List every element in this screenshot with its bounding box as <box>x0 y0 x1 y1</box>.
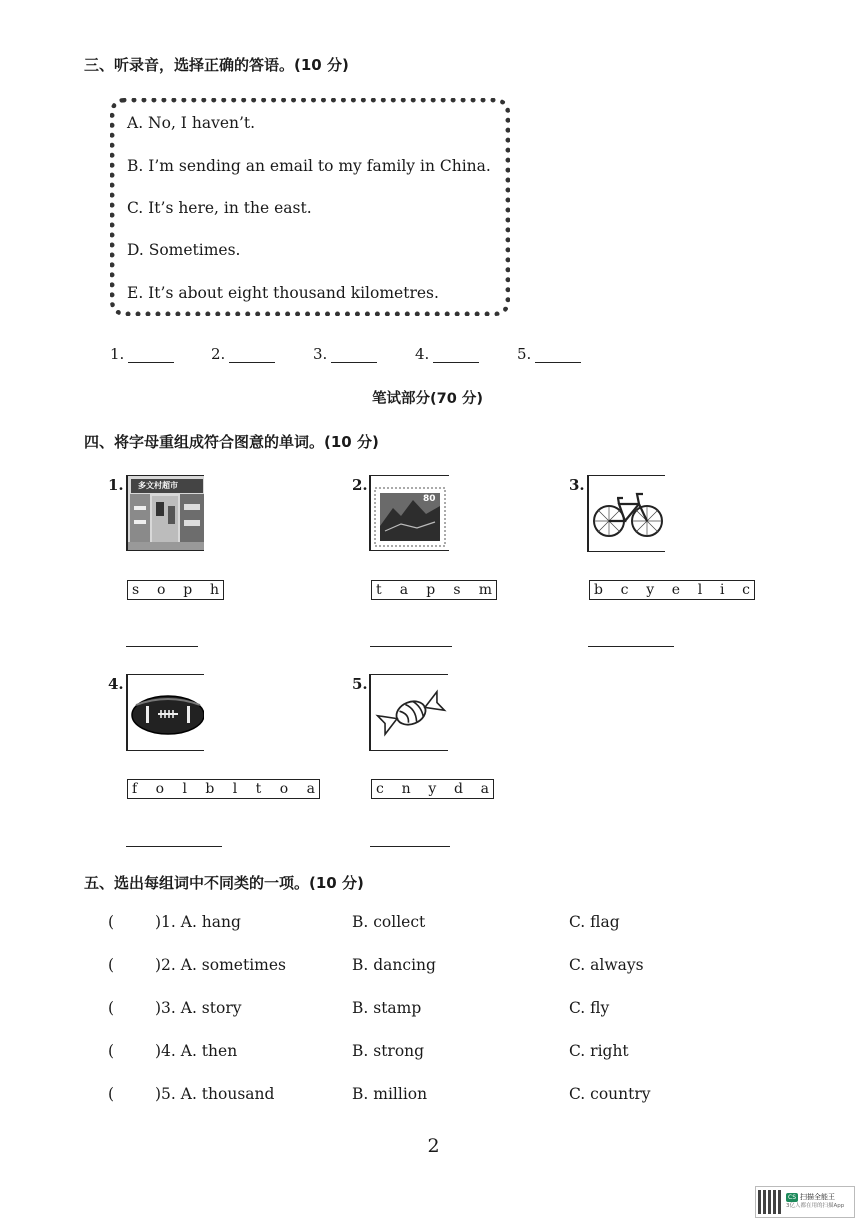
q5-paren[interactable]: ( <box>108 1085 115 1103</box>
option-d: D. Sometimes. <box>127 241 241 259</box>
item-2-number: 2. <box>352 476 368 494</box>
section5-title: 五、选出每组词中不同类的一项。(10 分) <box>84 874 364 892</box>
football-picture <box>126 674 204 751</box>
option-a: A. No, I haven’t. <box>127 114 256 132</box>
camscanner-logo-icon: CS <box>788 1194 796 1201</box>
letters-box-5: c n y d a <box>371 779 494 799</box>
blank-line <box>128 348 174 363</box>
watermark-name: 扫描全能王 <box>800 1193 835 1201</box>
q1-option-a: )1. A. hang <box>155 913 241 931</box>
answer-blank-5[interactable]: 5. <box>517 345 581 363</box>
option-c: C. It’s here, in the east. <box>127 199 312 217</box>
answer-blank-2[interactable]: 2. <box>211 345 275 363</box>
q1-paren[interactable]: ( <box>108 913 115 931</box>
answer-line-1[interactable] <box>126 645 198 647</box>
letters-box-2: t a p s m <box>371 580 497 600</box>
q4-option-c: C. right <box>569 1042 629 1060</box>
scanner-watermark <box>755 1186 855 1218</box>
shop-picture <box>126 475 204 551</box>
q2-option-c: C. always <box>569 956 644 974</box>
q2-option-a: )2. A. sometimes <box>155 956 286 974</box>
answer-blank-4[interactable]: 4. <box>415 345 479 363</box>
answer-line-3[interactable] <box>588 645 674 647</box>
letters-box-1: s o p h <box>127 580 224 600</box>
shop-sign-text: 多文村超市 <box>138 481 178 490</box>
football-icon <box>128 675 204 751</box>
stamp-picture <box>369 475 449 551</box>
q5-option-a: )5. A. thousand <box>155 1085 275 1103</box>
blank-line <box>535 348 581 363</box>
letters-box-3: b c y e l i c <box>589 580 755 600</box>
q3-option-c: C. fly <box>569 999 610 1017</box>
answer-line-5[interactable] <box>370 845 450 847</box>
candy-icon <box>371 675 448 751</box>
written-part-heading: 笔试部分(70 分) <box>372 391 483 407</box>
q1-option-c: C. flag <box>569 913 620 931</box>
q2-option-b: B. dancing <box>352 956 436 974</box>
q5-option-b: B. million <box>352 1085 428 1103</box>
q4-paren[interactable]: ( <box>108 1042 115 1060</box>
q3-paren[interactable]: ( <box>108 999 115 1017</box>
option-b: B. I’m sending an email to my family in China. <box>127 157 491 175</box>
letters-box-4: f o l b l t o a <box>127 779 320 799</box>
q3-option-b: B. stamp <box>352 999 422 1017</box>
bicycle-picture <box>587 475 665 552</box>
q3-option-a: )3. A. story <box>155 999 242 1017</box>
section4-title: 四、将字母重组成符合图意的单词。(10 分) <box>84 433 379 451</box>
answer-line-2[interactable] <box>370 645 452 647</box>
page-number: 2 <box>427 1135 440 1157</box>
qr-code-icon <box>758 1190 782 1214</box>
answer-blank-1[interactable]: 1. <box>110 345 174 363</box>
stamp-icon <box>371 476 449 551</box>
q1-option-b: B. collect <box>352 913 426 931</box>
answer-blank-3[interactable]: 3. <box>313 345 377 363</box>
item-4-number: 4. <box>108 675 124 693</box>
answer-line-4[interactable] <box>126 845 222 847</box>
item-3-number: 3. <box>569 476 585 494</box>
blank-line <box>229 348 275 363</box>
item-1-number: 1. <box>108 476 124 494</box>
q5-option-c: C. country <box>569 1085 651 1103</box>
blank-line <box>433 348 479 363</box>
option-e: E. It’s about eight thousand kilometres. <box>127 284 439 302</box>
q4-option-a: )4. A. then <box>155 1042 238 1060</box>
stamp-value: 80 <box>423 494 436 504</box>
q2-paren[interactable]: ( <box>108 956 115 974</box>
section3-title: 三、听录音，选择正确的答语。(10 分) <box>84 56 349 74</box>
item-5-number: 5. <box>352 675 368 693</box>
q4-option-b: B. strong <box>352 1042 425 1060</box>
blank-line <box>331 348 377 363</box>
candy-picture <box>369 674 448 751</box>
watermark-subtitle: 3亿人都在用的扫描App <box>786 1203 845 1209</box>
bicycle-icon <box>589 476 665 552</box>
